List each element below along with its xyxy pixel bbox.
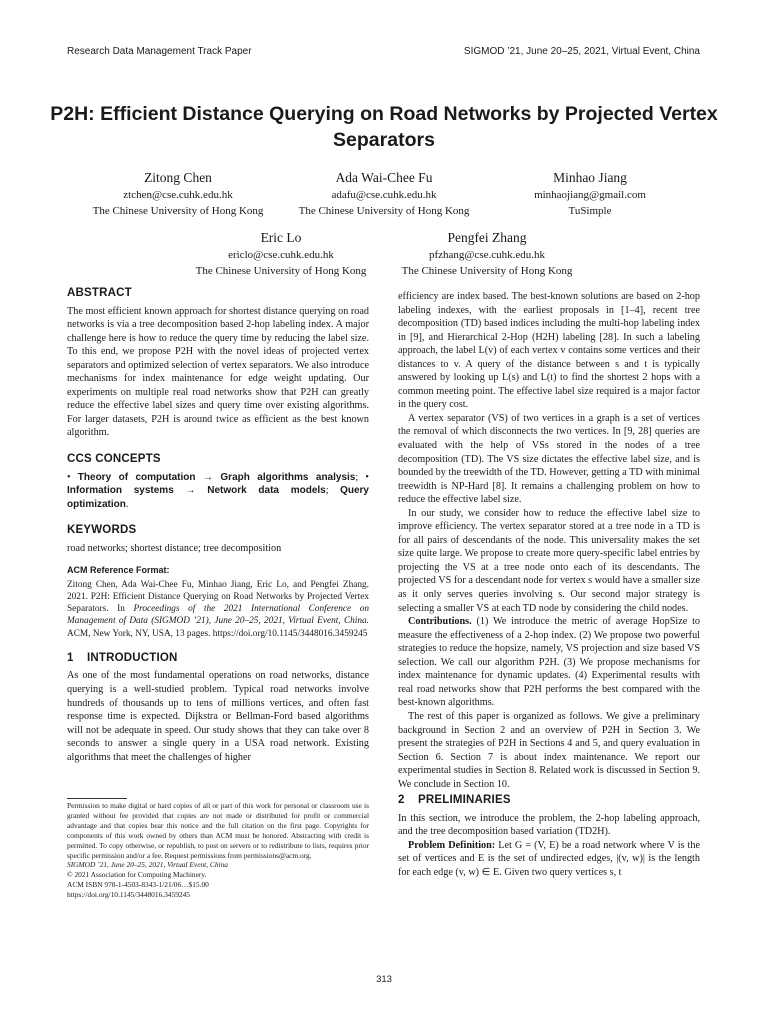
author-affiliation: The Chinese University of Hong Kong [92,204,264,217]
left-column [67,287,369,764]
paragraph-body: Let G = (V, E) be a road network where V is the set of vertices and E is the set of undirected edges, |(v, w)| is the length for each edge (v, w) ∈ E. Given two query vertices s, t [398,839,701,878]
ccs-concept: Theory of computation → Graph algorithms analysis [77,471,356,483]
paragraph: In this section, we introduce the problem, the 2-hop labeling approach, and the tree decomposition based variation (TD2H). [398,812,700,838]
paper-title: P2H: Efficient Distance Querying on Road Networks by Projected Vertex Separators [50,103,718,151]
paragraph-lead: Contributions. [408,616,472,628]
section-heading-preliminaries [398,794,700,808]
author-block [78,168,278,219]
paragraph: efficiency are index based. The best-known solutions are based on 2-hop labeling indexes, with the earliest proposals in [1–4], recent tree decomposition (TD) based indices including the multi-hop labeling index in [9], and Hierarchical 2-Hop (H2H) labeling [28]. In such a labeling approach, the label L(v) of each vertex v contains some vertices and their distances to v. A query of the distance between s and t is typically answered by looking up L(s) and L(t) to find the shortest 2 hops with a common meeting point. The effective label size required is a major factor in the query cost. [398,291,700,411]
copyright-line: © 2021 Association for Computing Machinery. [67,870,207,880]
paragraph: In our study, we consider how to reduce the effective label size to improve efficiency. The vertex separator stored at a tree node in a TD is for all pairs of descendants of the node. This universality makes the set size quite large. We propose to create more query-specific label entries by projecting the VS at a tree node onto each of its descendants. The projected VS for a descendant node for vertex s would have a smaller size as it only serves queries involving s. Our second major strategy is selecting a smaller VS at each TD node by considering the child nodes. [398,507,700,614]
footnote-rule [67,798,127,799]
keywords-heading: KEYWORDS [67,524,137,537]
author-email: adafu@cse.cuhk.edu.hk [331,189,437,201]
page-number: 313 [376,974,392,985]
author-name: Pengfei Zhang [447,230,527,245]
author-email: minhaojiang@gmail.com [534,189,646,201]
ccs-concept: Query optimization [67,485,369,510]
author-name: Zitong Chen [144,170,212,185]
author-affiliation: TuSimple [568,204,612,217]
paragraph-body: (1) We introduce the metric of average HopSize to measure the effectiveness of a 2-hop index. (2) We propose two powerful strategies to reduce the hopsize, namely, VS projection and size based VS selection. We call our algorithm P2H. (3) We propose mechanisms for index maintenance for dynamic updates. (4) Experimental results with real road networks show that P2H performs the best compared with the best-known algorithms. [398,616,701,709]
acm-reference-authors: Zitong Chen, Ada Wai-Chee Fu, Minhao Jiang, Eric Lo, and Pengfei Zhang. 2021. P2H: Efficient Distance Querying on Road Networks by Projected Vertex Separators. In [67,579,369,615]
author-email: ztchen@cse.cuhk.edu.hk [123,189,233,201]
acm-reference-tail: ACM, New York, NY, USA, 13 pages. https://doi.org/10.1145/3448016.3459245 [67,628,368,639]
introduction-text: As one of the most fundamental operations on road networks, distance querying is a well-studied problem. Typical road networks involve hundreds of thousands up to tens of millions vertices, and often fast response time is expected. Dijkstra or Bellman-Ford based algorithms will not be adequate in speed. Our study shows that they can take over 8 seconds to answer a single query in a USA road network. Existing algorithms that meet the challenges of higher [67,670,369,763]
acm-reference-heading: ACM Reference Format: [67,565,170,576]
author-affiliation: The Chinese University of Hong Kong [195,264,367,277]
author-name: Ada Wai-Chee Fu [335,170,433,185]
paragraph-lead: Problem Definition: [408,839,496,851]
isbn-line: ACM ISBN 978-1-4503-8343-1/21/06…$15.00 [67,880,209,890]
paragraph: The rest of this paper is organized as follows. We give a preliminary background in Section 2 and an overview of P2H in Section 3. We present the strategies of P2H in Sections 4 and 5, and query evaluation in Section 6. Section 7 is about index maintenance. We report our experimental studies in Section 8. Related work is discussed in Section 9. We conclude in Section 10. [398,710,700,790]
author-block [387,228,587,279]
right-column [398,290,700,880]
author-block [284,168,484,219]
section-number: 2 [398,794,405,807]
section-title: INTRODUCTION [87,651,178,664]
copyright-footnote [67,801,369,900]
abstract-heading: ABSTRACT [67,287,132,299]
keywords-text: road networks; shortest distance; tree decomposition [67,542,282,554]
abstract-text: The most efficient known approach for shortest distance querying on road networks is via a tree decomposition based 2-hop labeling index. A major challenge here is how to reduce the query time by reducing the label size. To this end, we propose P2H with the novel ideas of projected vertex separators and optimized selection of vertex separators. We also introduce mechanisms for index maintenance for edge weight updating. Our experiments on multiple real road networks show that P2H can greatly reduce the effective label sizes and query time over existing algorithms. For larger datasets, P2H is around twice as efficient as the best known algorithm. [67,305,369,439]
paragraph [398,615,700,710]
section-title: PRELIMINARIES [418,794,511,807]
author-affiliation: The Chinese University of Hong Kong [298,204,470,217]
acm-reference-text [67,579,369,640]
section-heading-introduction [67,652,369,666]
paragraph [398,839,700,880]
conference-line: SIGMOD ’21, June 20–25, 2021, Virtual Event, China [67,860,228,870]
author-email: pfzhang@cse.cuhk.edu.hk [428,249,546,261]
author-affiliation: The Chinese University of Hong Kong [401,264,573,277]
ccs-heading: CCS CONCEPTS [67,453,161,466]
section-number: 1 [67,651,74,664]
running-header-right: SIGMOD ’21, June 20–25, 2021, Virtual Event, China [463,46,700,57]
author-email: ericlo@cse.cuhk.edu.hk [228,249,334,261]
ccs-concept: Information systems → Network data models [67,485,326,497]
paragraph: A vertex separator (VS) of two vertices in a graph is a set of vertices the removal of which disconnects the two vertices. In [9, 28] queries are evaluated with the help of VSs stored in the nodes of a tree decomposition (TD). The VS size dictates the effective label size, and is bounded by the treewidth of the TD. However, getting a TD with minimal treewidth is NP-Hard [8]. It remains a challenging problem on how to reduce the effective label size. [398,412,700,506]
running-header-left: Research Data Management Track Paper [67,46,252,57]
doi-line: https://doi.org/10.1145/3448016.3459245 [67,890,190,900]
ccs-concepts: • Theory of computation → Graph algorithms analysis; • Information systems → Network data models; Query optimization. [67,471,369,510]
author-name: Eric Lo [260,230,302,245]
author-name: Minhao Jiang [553,170,627,185]
author-block [490,168,690,219]
permission-statement: Permission to make digital or hard copies of all or part of this work for personal or classroom use is granted without fee provided that copies are not made or distributed for profit or commercial advantage and that copies bear this notice and the full citation on the first page. Copyrights for components of this work owned by others than ACM must be honored. Abstracting with credit is permitted. To copy otherwise, or republish, to post on servers or to redistribute to lists, requires prior specific permission and/or a fee. Request permissions from permissions@acm.org. [67,801,369,860]
acm-reference-venue: Proceedings of the 2021 International Conference on Management of Data (SIGMOD ’21), June 20–25, 2021, Virtual Event, China. [67,604,369,627]
author-block [181,228,381,279]
